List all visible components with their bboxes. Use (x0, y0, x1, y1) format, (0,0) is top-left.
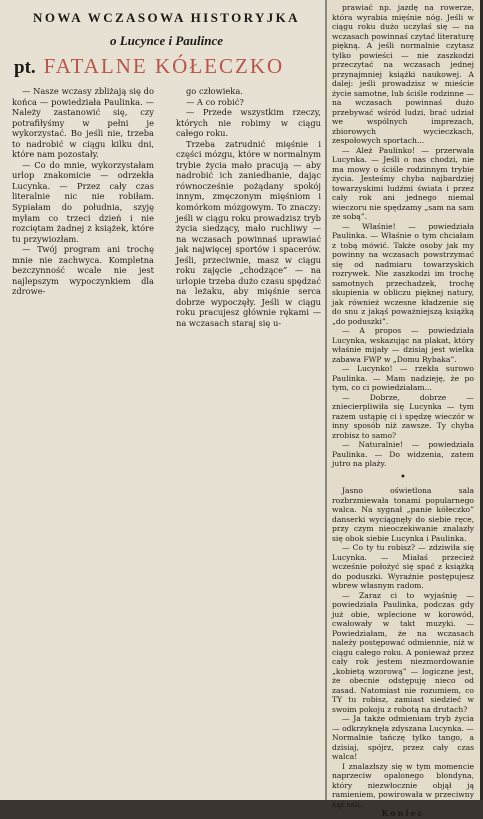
paragraph: — Naturalnie! — powiedziała Paulinka. — Do widzenia, zatem jutro na plaży. (332, 440, 474, 468)
headline-prefix: pt. (14, 57, 36, 78)
text-column-3 (332, 3, 474, 819)
article-header (14, 10, 319, 79)
paragraph: — A co robić? (186, 96, 244, 107)
paragraph: go człowieka. (186, 86, 243, 96)
paragraph: — Lucynko! — rzekła surowo Paulinka. — Mam nadzieję, że po tym, co ci powiedziałam... (332, 364, 474, 392)
paragraph: — Zaraz ci to wyjaśnię — powiedziała Paulinka, podczas gdy już obie, wplecione w korowód, cwałowały w takt muzyki. — Powiedziałam, że na wczasach należy postępować odmiennie, niż w ciągu całego roku. A ponieważ przez cały rok jestem niezmordowanie „kobietą wzorową” — logiczne jest, że obecnie odstępuję nieco od zasad. Natomiast nie rozumiem, co TY tu robisz, zamiast siedzieć w swoim pokoju z robotą na drutach? (332, 590, 474, 714)
paragraph: — Ależ Paulinko! — przerwała Lucynka. — Jeśli o nas chodzi, nie ma mowy o ściśle rodzinnym trybie życia. Jesteśmy chyba najbardziej towarzyskimi ludźmi świata i przez cały rok ani jednego niemal wieczoru nie spędzamy „sam na sam ze sobą”. (332, 145, 474, 221)
series-subtitle: o Lucynce i Paulince (109, 33, 223, 48)
paragraph: — A propos — powiedziała Lucynka, wskazując na plakat, który właśnie mijały — dzisiaj jest wielka zabawa FWP w „Domu Rybaka”. (332, 326, 474, 364)
section-separator: • (400, 471, 406, 483)
text-column-1 (12, 86, 154, 297)
paragraph: prawiać np. jazdę na rowerze, która wyrabia mięśnie nóg. Jeśli w ciągu roku dużo uczyłaś się — na wczasach powinnaś czytać literaturę piękną. A jeśli normalnie czytasz tylko powieści — nie zaszkodzi przeczytać na wczasach jednej przynajmniej książki naukowej. A dalej: jeśli prowadzisz w mieście życie samotne, lub ściśle rodzinne — na wczasach powinnaś dużo przebywać wśród ludzi, brać udział we wspólnych imprezach, zbiorowych wycieczkach, zespołowych sportach... (332, 3, 474, 145)
paragraph: Jasno oświetlona sala rozbrzmiewała tonami popularnego walca. Na sygnał „panie kółeczko” danserki wyciągnęły do siebie ręce, przy czym nieoczekiwanie znalazły się obok siebie Lucynka i Paulinka. (332, 486, 474, 543)
paragraph: — Co ty tu robisz? — zdziwiła się Lucynka. — Miałaś przecież wcześnie położyć się spać z książką do poduszki. Wyraźnie postępujesz wbrew własnym radom. (332, 543, 474, 590)
paragraph: — Właśnie! — powiedziała Paulinka. — Właśnie o tym chciałam z tobą mówić. Także osoby jak my powinny na wczasach powstrzymać się od nadmiaru towarzyskich rozrywek. Nie zaszkodzi im trochę samotnych przechadzek, trochę skupienia w obliczu pięknej natury, jak również wczesne kładzenie się do snu z jakąś poważniejszą książką „do poduszki”. (332, 221, 474, 326)
series-title: NOWA WCZASOWA HISTORYJKA (33, 10, 300, 25)
column-divider (325, 0, 327, 800)
paragraph: — Przede wszystkim rzeczy, których nie robimy w ciągu całego roku. (176, 107, 321, 139)
paragraph: — Ja także odmieniam tryb życia — odkrzyknęła zdyszana Lucynka. — Normalnie tańczę tylko tango, a dzisiaj, spójrz, przez cały czas walca! (332, 714, 474, 761)
end-mark: Koniec (381, 808, 425, 818)
paragraph: — Dobrze, dobrze — zniecierpliwiła się Lucynka — tym razem ustąpię ci i spędzę wieczór w inny sposób niż zawsze. Ty chyba zrobisz to samo? (332, 392, 474, 440)
paragraph: I znalazłszy się w tym momencie naprzeciw opalonego blondyna, który niezwłocznie objął ją ramieniem, powirowała w przeciwny kąt sali. (332, 761, 474, 809)
paragraph: — Nasze wczasy zbliżają się do końca — powiedziała Paulinka. — Należy zastanowić się, czy potrafiłyśmy w pełni je wykorzystać. Bo jeśli nie, trzeba to nadrobić w ciągu kilku dni, które nam pozostały. (12, 86, 154, 160)
headline: FATALNE KÓŁECZKO (43, 54, 285, 78)
headline-line (14, 54, 319, 79)
text-column-2 (176, 86, 321, 329)
paragraph: Trzeba zatrudnić mięśnie i części mózgu, które w normalnym trybie życia mało pracują — aby nadrobić ich zaniedbanie, dając równocześnie pożądany spokój innym, zmęczonym mięśniom i komórkom mózgowym. To znaczy: jeśli w ciągu roku prowadzisz tryb życia siedzący, mało ruchliwy — na wczasach powinnaś uprawiać jak najwięcej sportów i spacerów. Jeśli, przeciwnie, masz w ciągu roku zajęcie „chodzące” — na urlopie trzeba dużo czasu spędzać na leżaku, aby mięśnie serca dobrze wypoczęły. Jeśli w ciągu roku pracujesz głównie rękami — na wczasach staraj się u- (176, 138, 321, 329)
paragraph: — Twój program ani trochę mnie nie zachwyca. Kompletna bezczynność wcale nie jest najlepszym wypoczynkiem dla zdrowe- (12, 244, 154, 297)
paragraph: — Co do mnie, wykorzystałam urlop znakomicie — odrzekła Lucynka. — Przez cały czas literalnie nic nie robiłam. Sypiałam do południa, szyję myłam co trzeci dzień i nie rozciętam żadnej z książek, które tu przywiozłam. (12, 159, 154, 244)
